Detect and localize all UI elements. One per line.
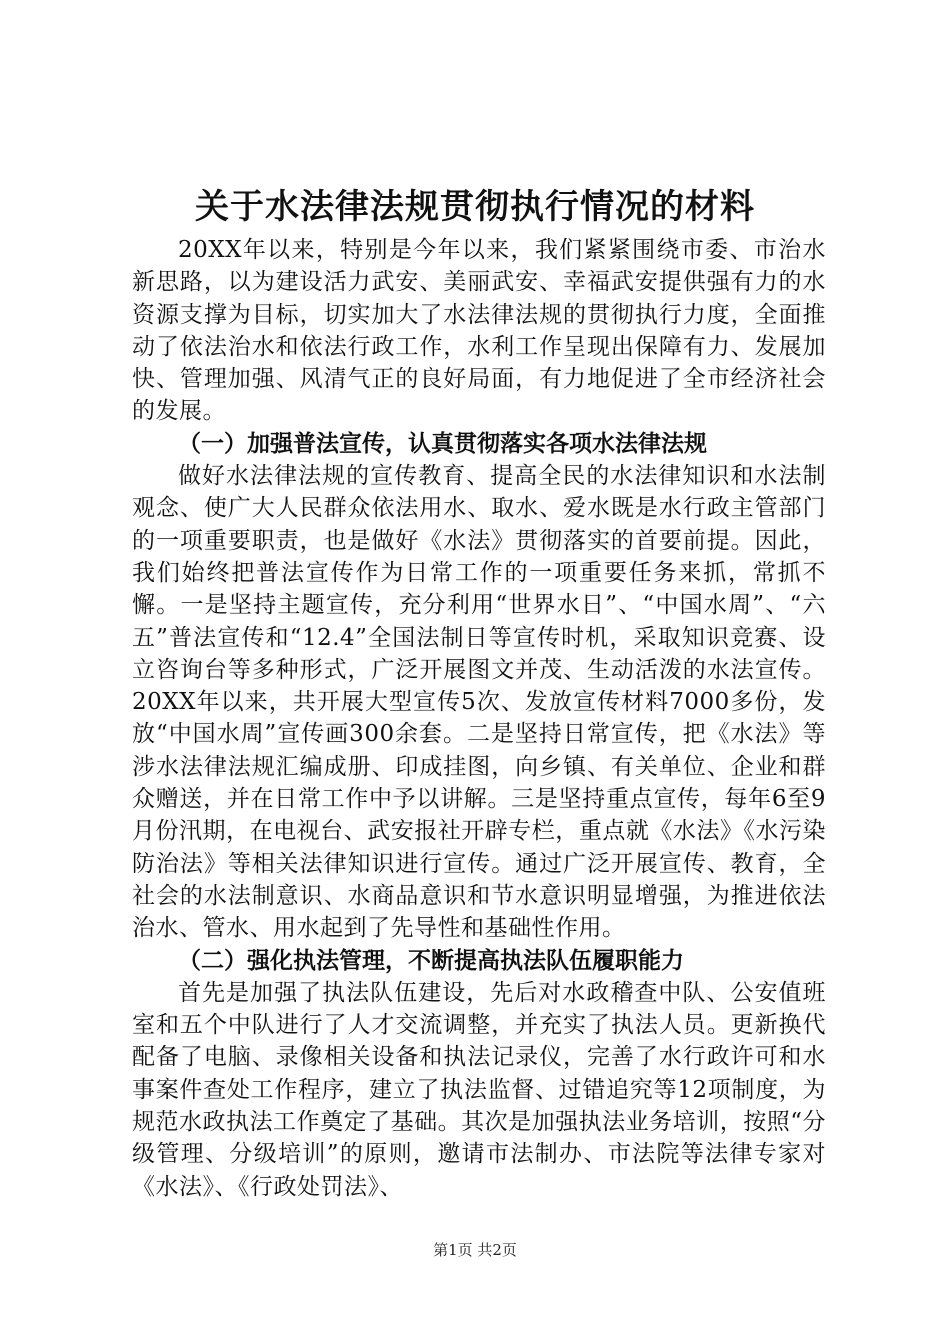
- document-body: [132, 234, 826, 1203]
- page-footer: 第1页 共2页: [433, 1241, 517, 1259]
- section-heading-2: （二）强化执法管理，不断提高执法队伍履职能力: [178, 946, 684, 974]
- section-2-paragraph: 首先是加强了执法队伍建设，先后对水政稽查中队、公安值班室和五个中队进行了人才交流调整，并充实了执法人员。更新换代配备了电脑、录像相关设备和执法记录仪，完善了水行政许可和水事案件查处工作程序，建立了执法监督、过错追究等12项制度，为规范水政执法工作奠定了基础。其次是加强执法业务培训，按照“分级管理、分级培训”的原则，邀请市法制办、市法院等法律专家对《水法》、《行政处罚法》、: [132, 979, 826, 1200]
- document-title: 关于水法律法规贯彻执行情况的材料: [195, 187, 755, 227]
- section-heading-1: （一）加强普法宣传，认真贯彻落实各项水法律法规: [178, 429, 707, 457]
- intro-paragraph: 20XX年以来，特别是今年以来，我们紧紧围绕市委、市治水新思路，以为建设活力武安、美丽武安、幸福武安提供强有力的水资源支撑为目标，切实加大了水法律法规的贯彻执行力度，全面推动了依法治水和依法行政工作，水利工作呈现出保障有力、发展加快、管理加强、风清气正的良好局面，有力地促进了全市经济社会的发展。: [132, 237, 826, 425]
- section-1-paragraph: 做好水法律法规的宣传教育、提高全民的水法律知识和水法制观念、使广大人民群众依法用水、取水、爱水既是水行政主管部门的一项重要职责，也是做好《水法》贯彻落实的首要前提。因此，我们始终把普法宣传作为日常工作的一项重要任务来抓，常抓不懈。一是坚持主题宣传，充分利用“世界水日”、“中国水周”、“六五”普法宣传和“12.4”全国法制日等宣传时机，采取知识竞赛、设立咨询台等多种形式，广泛开展图文并茂、生动活泼的水法宣传。20XX年以来，共开展大型宣传5次、发放宣传材料7000多份，发放“中国水周”宣传画300余套。二是坚持日常宣传，把《水法》等涉水法律法规汇编成册、印成挂图，向乡镇、有关单位、企业和群众赠送，并在日常工作中予以讲解。三是坚持重点宣传，每年6至9月份汛期，在电视台、武安报社开辟专栏，重点就《水法》《水污染防治法》等相关法律知识进行宣传。通过广泛开展宣传、教育，全社会的水法制意识、水商品意识和节水意识明显增强，为推进依法治水、管水、用水起到了先导性和基础性作用。: [132, 463, 826, 942]
